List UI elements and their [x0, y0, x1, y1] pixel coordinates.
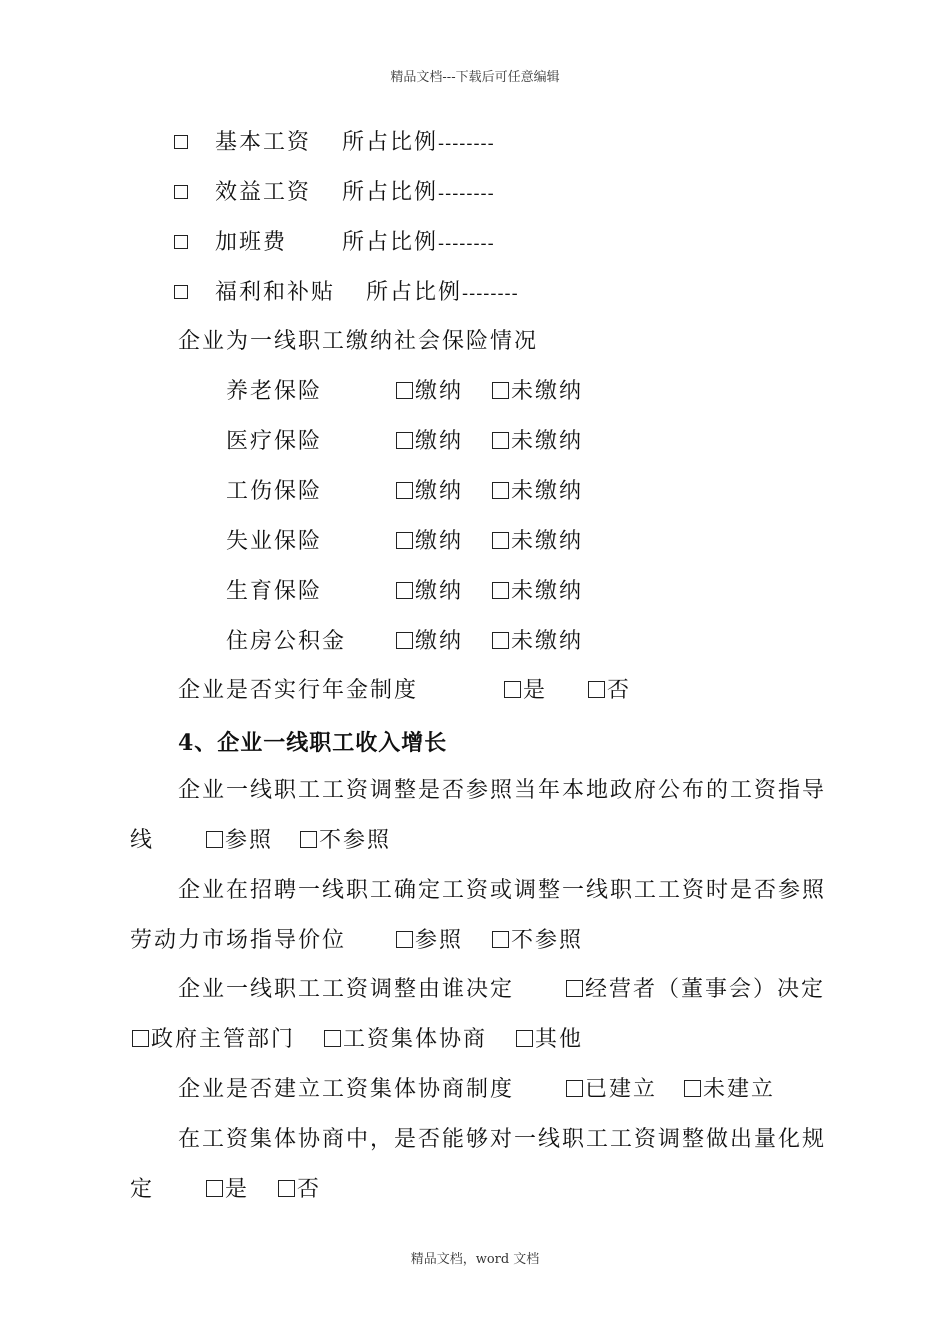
other-option[interactable] [516, 1025, 583, 1055]
checkbox[interactable] [492, 582, 509, 599]
wage-item-welfare [174, 278, 519, 309]
page-footer: 精品文档，word 文档 [410, 1252, 540, 1267]
option-label: 是 [225, 1177, 250, 1202]
option-label: 缴纳 [415, 429, 464, 454]
checkbox[interactable] [566, 980, 583, 997]
option-label: 未建立 [703, 1077, 776, 1102]
option-label: 未缴纳 [511, 379, 584, 404]
insurance-label: 失业保险 [226, 529, 323, 554]
wage-item-overtime [174, 228, 495, 259]
section-heading: 4、企业一线职工收入增长 [178, 730, 448, 756]
wage-item-label: 效益工资 [215, 180, 312, 205]
ratio-label: 所占比例 [366, 280, 463, 305]
wage-item-label: 福利和补贴 [215, 280, 336, 305]
option-label: 是 [523, 678, 548, 703]
wage-item-label: 加班费 [215, 230, 288, 255]
checkbox[interactable] [492, 382, 509, 399]
checkbox[interactable] [300, 831, 317, 848]
checkbox[interactable] [492, 482, 509, 499]
pay-option[interactable] [396, 427, 463, 457]
insurance-label: 养老保险 [226, 379, 323, 404]
checkbox[interactable] [174, 285, 188, 299]
checkbox[interactable] [684, 1080, 701, 1097]
checkbox[interactable] [396, 931, 413, 948]
ratio-blank: -------- [438, 133, 495, 154]
government-option[interactable] [132, 1025, 295, 1055]
checkbox[interactable] [492, 931, 509, 948]
wage-item-performance [174, 178, 495, 209]
question-text-cont: 线 [130, 828, 155, 853]
wage-item-basic [174, 128, 495, 159]
option-label: 否 [607, 678, 632, 703]
option-label: 缴纳 [415, 629, 464, 654]
option-label: 未缴纳 [511, 579, 584, 604]
option-label: 参照 [415, 928, 464, 953]
pay-option[interactable] [396, 477, 463, 507]
ratio-blank: -------- [438, 183, 495, 204]
checkbox[interactable] [566, 1080, 583, 1097]
ratio-label: 所占比例 [342, 230, 439, 255]
checkbox[interactable] [588, 681, 605, 698]
insurance-row [226, 577, 322, 607]
checkbox[interactable] [174, 185, 188, 199]
checkbox[interactable] [174, 235, 188, 249]
option-label: 缴纳 [415, 579, 464, 604]
annuity-no-option[interactable] [588, 676, 631, 706]
question-text: 企业一线职工工资调整由谁决定 [178, 977, 515, 1002]
insurance-label: 生育保险 [226, 579, 323, 604]
option-label: 工资集体协商 [343, 1027, 488, 1052]
question-text: 企业在招聘一线职工确定工资或调整一线职工工资时是否参照 [178, 878, 827, 903]
option-label: 未缴纳 [511, 429, 584, 454]
manager-option[interactable] [566, 975, 825, 1005]
refer-option[interactable] [396, 926, 463, 956]
question-text: 企业是否建立工资集体协商制度 [178, 1077, 515, 1102]
ratio-label: 所占比例 [342, 180, 439, 205]
refer-option[interactable] [206, 826, 273, 856]
no-option[interactable] [278, 1175, 321, 1205]
checkbox[interactable] [396, 582, 413, 599]
checkbox[interactable] [492, 632, 509, 649]
pay-option[interactable] [396, 527, 463, 557]
checkbox[interactable] [132, 1030, 149, 1047]
insurance-title: 企业为一线职工缴纳社会保险情况 [178, 329, 539, 354]
checkbox[interactable] [396, 382, 413, 399]
option-label: 缴纳 [415, 529, 464, 554]
unpaid-option[interactable] [492, 577, 583, 607]
insurance-label: 工伤保险 [226, 479, 323, 504]
wage-item-label: 基本工资 [215, 130, 312, 155]
insurance-row [226, 477, 322, 507]
option-label: 缴纳 [415, 379, 464, 404]
pay-option[interactable] [396, 377, 463, 407]
insurance-row [226, 627, 346, 657]
checkbox[interactable] [206, 831, 223, 848]
checkbox[interactable] [278, 1180, 295, 1197]
option-label: 其他 [535, 1027, 584, 1052]
unpaid-option[interactable] [492, 427, 583, 457]
unpaid-option[interactable] [492, 627, 583, 657]
option-label: 不参照 [319, 828, 392, 853]
option-label: 经营者（董事会）决定 [585, 977, 826, 1002]
ratio-blank: -------- [438, 233, 495, 254]
annuity-yes-option[interactable] [504, 676, 547, 706]
option-label: 参照 [225, 828, 274, 853]
ratio-blank: -------- [462, 283, 519, 304]
checkbox[interactable] [324, 1030, 341, 1047]
option-label: 不参照 [511, 928, 584, 953]
checkbox[interactable] [492, 432, 509, 449]
not-refer-option[interactable] [300, 826, 391, 856]
insurance-row [226, 527, 322, 557]
checkbox[interactable] [396, 532, 413, 549]
collective-option[interactable] [324, 1025, 487, 1055]
checkbox[interactable] [396, 632, 413, 649]
pay-option[interactable] [396, 627, 463, 657]
annuity-question: 企业是否实行年金制度 [178, 678, 419, 703]
yes-option[interactable] [206, 1175, 249, 1205]
checkbox[interactable] [396, 432, 413, 449]
option-label: 已建立 [585, 1077, 658, 1102]
unpaid-option[interactable] [492, 527, 583, 557]
question-text: 在工资集体协商中，是否能够对一线职工工资调整做出量化规 [178, 1127, 827, 1152]
option-label: 未缴纳 [511, 529, 584, 554]
question-text-cont: 劳动力市场指导价位 [130, 928, 347, 953]
option-label: 未缴纳 [511, 629, 584, 654]
checkbox[interactable] [174, 135, 188, 149]
pay-option[interactable] [396, 577, 463, 607]
ratio-label: 所占比例 [342, 130, 439, 155]
established-option[interactable] [566, 1075, 657, 1105]
unpaid-option[interactable] [492, 377, 583, 407]
question-text: 企业一线职工工资调整是否参照当年本地政府公布的工资指导 [178, 778, 827, 803]
question-text-cont: 定 [130, 1177, 155, 1202]
option-label: 未缴纳 [511, 479, 584, 504]
not-refer-option[interactable] [492, 926, 583, 956]
option-label: 否 [297, 1177, 322, 1202]
unpaid-option[interactable] [492, 477, 583, 507]
insurance-label: 住房公积金 [226, 629, 347, 654]
option-label: 缴纳 [415, 479, 464, 504]
insurance-row [226, 427, 322, 457]
checkbox[interactable] [492, 532, 509, 549]
checkbox[interactable] [206, 1180, 223, 1197]
checkbox[interactable] [504, 681, 521, 698]
page-header: 精品文档---下载后可任意编辑 [390, 70, 560, 85]
insurance-row [226, 377, 322, 407]
not-established-option[interactable] [684, 1075, 775, 1105]
insurance-label: 医疗保险 [226, 429, 323, 454]
checkbox[interactable] [396, 482, 413, 499]
option-label: 政府主管部门 [151, 1027, 296, 1052]
checkbox[interactable] [516, 1030, 533, 1047]
